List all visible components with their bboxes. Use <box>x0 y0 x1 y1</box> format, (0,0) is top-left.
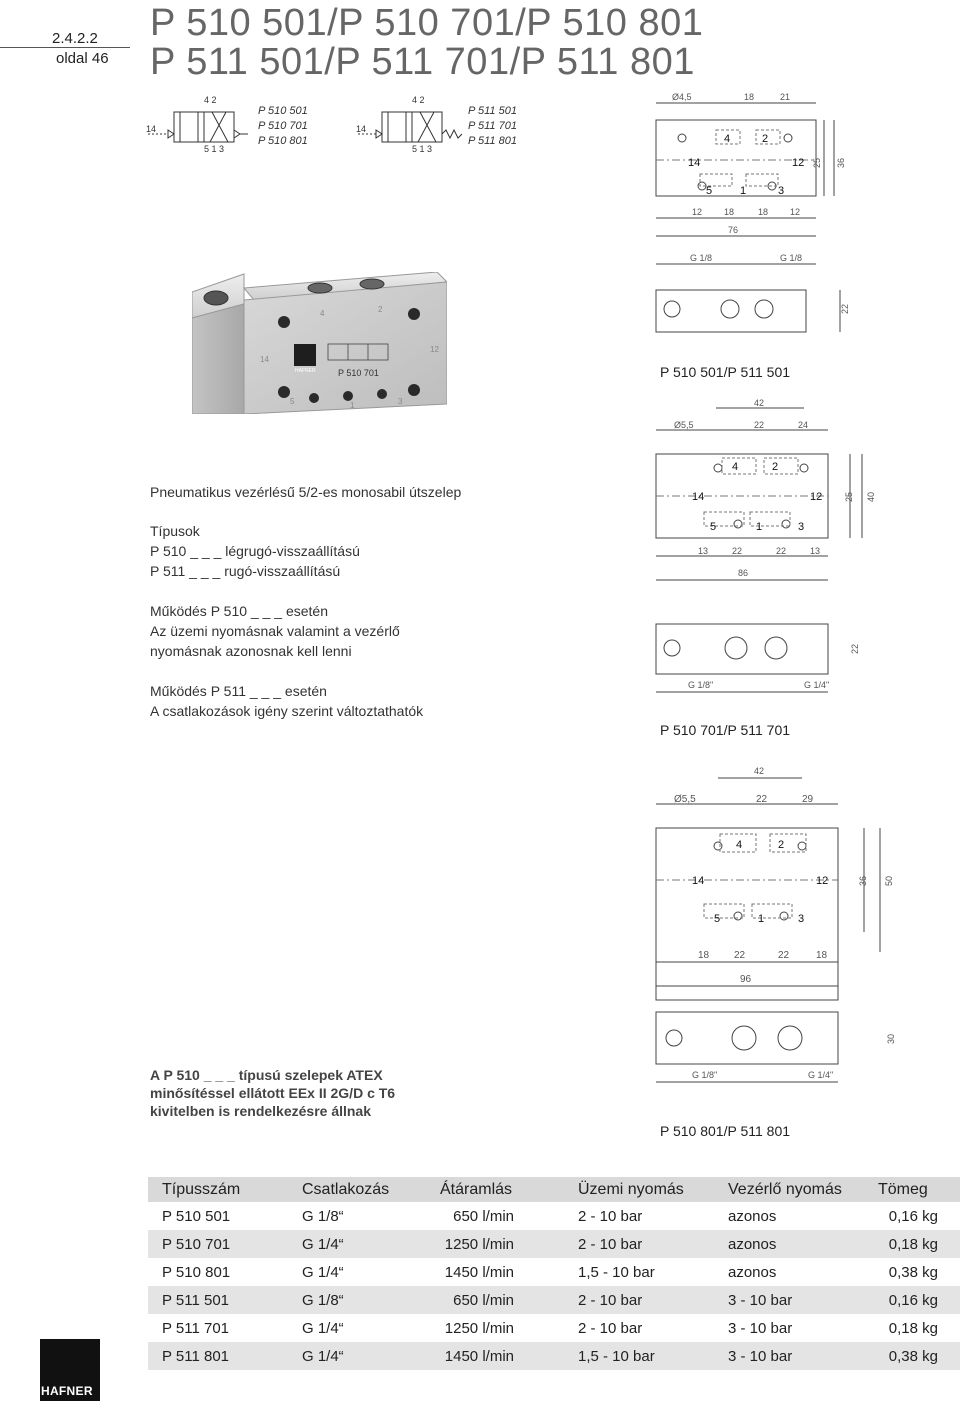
port-label: 4 <box>736 839 743 851</box>
cell: 2 - 10 bar <box>578 1207 643 1225</box>
port-label: 14 <box>692 875 705 887</box>
photo-port-label: 5 <box>290 397 295 406</box>
cell: 2 - 10 bar <box>564 1230 714 1258</box>
cell: 650 l/min <box>426 1286 564 1314</box>
thread-label: G 1/8" <box>692 1070 718 1080</box>
dim-label: 40 <box>866 491 876 502</box>
technical-drawing-701 <box>652 394 892 698</box>
port-label: 3 <box>778 185 785 197</box>
cell: 650 l/min <box>453 1207 514 1225</box>
thread-label: G 1/8 <box>780 253 803 263</box>
cell: G 1/8“ <box>302 1207 344 1225</box>
cell: 1450 l/min <box>426 1342 564 1370</box>
cell: 1250 l/min <box>426 1230 564 1258</box>
product-photo <box>192 272 447 414</box>
atex-note-line: minősítéssel ellátott EEx II 2G/D c T6 <box>150 1085 396 1101</box>
cell: 0,18 kg <box>888 1319 938 1337</box>
dim-label: 12 <box>790 207 801 217</box>
dim-label: 22 <box>778 950 790 961</box>
symbol-ports-bottom: 5 1 3 <box>204 144 225 154</box>
thread-label: G 1/4" <box>804 680 830 690</box>
cell: 1,5 - 10 bar <box>578 1263 655 1281</box>
cell: 0,38 kg <box>864 1342 960 1370</box>
dim-label: Ø4,5 <box>672 92 692 102</box>
symbol-model: P 510 801 <box>258 135 308 147</box>
cell: P 510 801 <box>162 1263 231 1281</box>
cell: 0,16 kg <box>864 1286 960 1314</box>
symbol-pilot-port: 14 <box>356 124 367 134</box>
photo-port-label: 12 <box>430 345 439 354</box>
symbol-ports-top: 4 2 <box>204 95 217 105</box>
cell: 0,16 kg <box>888 1207 938 1225</box>
cell: G 1/4“ <box>288 1342 426 1370</box>
dim-label: 18 <box>698 950 710 961</box>
dim-label: 12 <box>692 207 703 217</box>
types-section <box>150 521 360 581</box>
photo-port-label: 3 <box>398 397 403 406</box>
port-label: 4 <box>724 133 731 145</box>
logo-text: HAFNER <box>41 1384 93 1398</box>
cell: 3 - 10 bar <box>714 1342 864 1370</box>
table-header-row <box>148 1177 960 1202</box>
section-number: 2.4.2.2 <box>52 30 98 47</box>
symbol-model: P 510 701 <box>258 120 308 132</box>
cell: 0,38 kg <box>888 1263 938 1281</box>
dim-label: 25 <box>844 491 854 502</box>
cell: 0,18 kg <box>864 1230 960 1258</box>
cell: P 511 801 <box>148 1342 288 1370</box>
dim-label: 86 <box>738 568 749 578</box>
cell: G 1/8“ <box>288 1286 426 1314</box>
dim-label: 18 <box>758 207 769 217</box>
drawing-caption: P 510 801/P 511 801 <box>660 1123 791 1139</box>
photo-port-label: 14 <box>260 355 269 364</box>
valve-symbol-p510 <box>146 92 256 154</box>
port-label: 14 <box>688 157 701 169</box>
cell: G 1/4“ <box>288 1230 426 1258</box>
atex-note-line: A P 510 _ _ _ típusú szelepek ATEX <box>150 1067 383 1083</box>
thread-label: G 1/4" <box>808 1070 834 1080</box>
description-heading: Pneumatikus vezérlésű 5/2-es monosabil útszelep <box>150 484 462 500</box>
dim-label: 36 <box>858 875 868 886</box>
port-label: 3 <box>798 521 805 533</box>
cell: 2 - 10 bar <box>564 1286 714 1314</box>
atex-note-line: kivitelben is rendelkezésre állnak <box>150 1103 372 1119</box>
dim-label: 96 <box>740 974 752 985</box>
technical-drawing-801 <box>652 762 912 1090</box>
cell: 2 - 10 bar <box>578 1319 643 1337</box>
dim-label: 24 <box>798 420 809 430</box>
dim-label: 50 <box>884 875 894 886</box>
table-row <box>148 1202 960 1230</box>
drawing-caption: P 510 701/P 511 701 <box>660 722 791 738</box>
dim-label: 18 <box>724 207 735 217</box>
page-title-line-2: P 511 501/P 511 701/P 511 801 <box>150 41 695 83</box>
cell: 1250 l/min <box>444 1319 514 1337</box>
col-flow: Átáramlás <box>426 1177 564 1202</box>
cell: G 1/4“ <box>302 1319 344 1337</box>
dim-label: 18 <box>816 950 828 961</box>
dim-label: 22 <box>850 643 860 654</box>
port-label: 4 <box>732 461 739 473</box>
table-row <box>148 1314 960 1342</box>
photo-label: P 510 701 <box>338 368 379 378</box>
atex-note <box>150 1066 395 1120</box>
cell: 1,5 - 10 bar <box>564 1342 714 1370</box>
port-label: 5 <box>706 185 713 197</box>
operation-p510-title: Működés P 510 _ _ _ esetén <box>150 603 328 619</box>
cell: P 510 501 <box>162 1207 231 1225</box>
cell: P 510 701 <box>148 1230 288 1258</box>
dim-label: 36 <box>836 157 846 168</box>
dim-label: 21 <box>780 92 791 102</box>
port-label: 12 <box>792 157 805 169</box>
cell: azonos <box>714 1230 864 1258</box>
cell: azonos <box>728 1263 777 1281</box>
symbol-models-p511 <box>468 104 517 149</box>
port-label: 2 <box>762 133 769 145</box>
operation-p511-line: A csatlakozások igény szerint változtathatók <box>150 703 424 719</box>
thread-label: G 1/8" <box>688 680 714 690</box>
port-label: 5 <box>710 521 717 533</box>
technical-drawing-501 <box>652 88 852 360</box>
dim-label: 22 <box>840 303 850 314</box>
port-label: 1 <box>758 913 765 925</box>
dim-label: 30 <box>886 1033 896 1044</box>
operation-p511-title: Működés P 511 _ _ _ esetén <box>150 683 327 699</box>
table-row <box>148 1286 960 1314</box>
port-label: 5 <box>714 913 721 925</box>
operation-p510-line: nyomásnak azonosnak kell lenni <box>150 643 352 659</box>
operation-p510-section <box>150 601 400 661</box>
cell: G 1/4“ <box>302 1263 344 1281</box>
symbol-model: P 511 701 <box>468 120 517 132</box>
dim-label: 22 <box>732 546 743 556</box>
photo-port-label: 4 <box>320 309 325 318</box>
dim-label: 18 <box>744 92 755 102</box>
dim-label: 22 <box>754 420 765 430</box>
page-number: oldal 46 <box>56 50 109 67</box>
dim-label: 13 <box>698 546 709 556</box>
type-p510: P 510 _ _ _ légrugó-visszaállítású <box>150 543 360 559</box>
port-label: 14 <box>692 491 705 503</box>
port-label: 1 <box>740 185 747 197</box>
dim-label: 42 <box>754 398 765 408</box>
symbol-models-p510 <box>258 104 308 149</box>
port-label: 12 <box>810 491 823 503</box>
drawing-caption: P 510 501/P 511 501 <box>660 364 791 380</box>
thread-label: G 1/8 <box>690 253 713 263</box>
photo-port-label: 2 <box>378 305 383 314</box>
symbol-model: P 510 501 <box>258 105 308 117</box>
page-title-line-1: P 510 501/P 510 701/P 510 801 <box>150 2 704 44</box>
symbol-pilot-port: 14 <box>146 124 157 134</box>
dim-label: Ø5,5 <box>674 794 696 805</box>
spec-table <box>148 1177 960 1370</box>
type-p511: P 511 _ _ _ rugó-visszaállítású <box>150 563 341 579</box>
operation-p511-section <box>150 681 423 721</box>
symbol-model: P 511 801 <box>468 135 517 147</box>
dim-label: Ø5,5 <box>674 420 694 430</box>
symbol-model: P 511 501 <box>468 105 517 117</box>
dim-label: 22 <box>756 794 768 805</box>
table-row <box>148 1342 960 1370</box>
symbol-ports-bottom: 5 1 3 <box>412 144 433 154</box>
cell: P 511 501 <box>148 1286 288 1314</box>
col-type-number: Típusszám <box>148 1177 288 1202</box>
photo-port-label: 1 <box>350 401 355 410</box>
col-operating-pressure: Üzemi nyomás <box>564 1177 714 1202</box>
dim-label: 76 <box>728 225 739 235</box>
col-connection: Csatlakozás <box>288 1177 426 1202</box>
port-label: 3 <box>798 913 805 925</box>
cell: azonos <box>728 1207 777 1225</box>
port-label: 1 <box>756 521 763 533</box>
col-pilot-pressure: Vezérlő nyomás <box>714 1177 864 1202</box>
dim-label: 29 <box>802 794 814 805</box>
types-title: Típusok <box>150 523 200 539</box>
hafner-logo <box>40 1339 100 1401</box>
dim-label: 22 <box>734 950 746 961</box>
port-label: 2 <box>778 839 785 851</box>
cell: 1450 l/min <box>444 1263 514 1281</box>
photo-brand: HAFNER <box>295 368 316 374</box>
cell: P 511 701 <box>162 1319 230 1337</box>
symbol-ports-top: 4 2 <box>412 95 425 105</box>
operation-p510-line: Az üzemi nyomásnak valamint a vezérlő <box>150 623 400 639</box>
header-divider <box>0 47 130 48</box>
dim-label: 22 <box>776 546 787 556</box>
dim-label: 13 <box>810 546 821 556</box>
dim-label: 42 <box>754 766 765 776</box>
valve-symbol-p511 <box>356 92 466 154</box>
port-label: 2 <box>772 461 779 473</box>
port-label: 12 <box>816 875 829 887</box>
table-row <box>148 1230 960 1258</box>
cell: 3 - 10 bar <box>714 1286 864 1314</box>
table-row <box>148 1258 960 1286</box>
col-weight: Tömeg <box>864 1177 960 1202</box>
dim-label: 25 <box>812 157 822 168</box>
cell: 3 - 10 bar <box>728 1319 793 1337</box>
